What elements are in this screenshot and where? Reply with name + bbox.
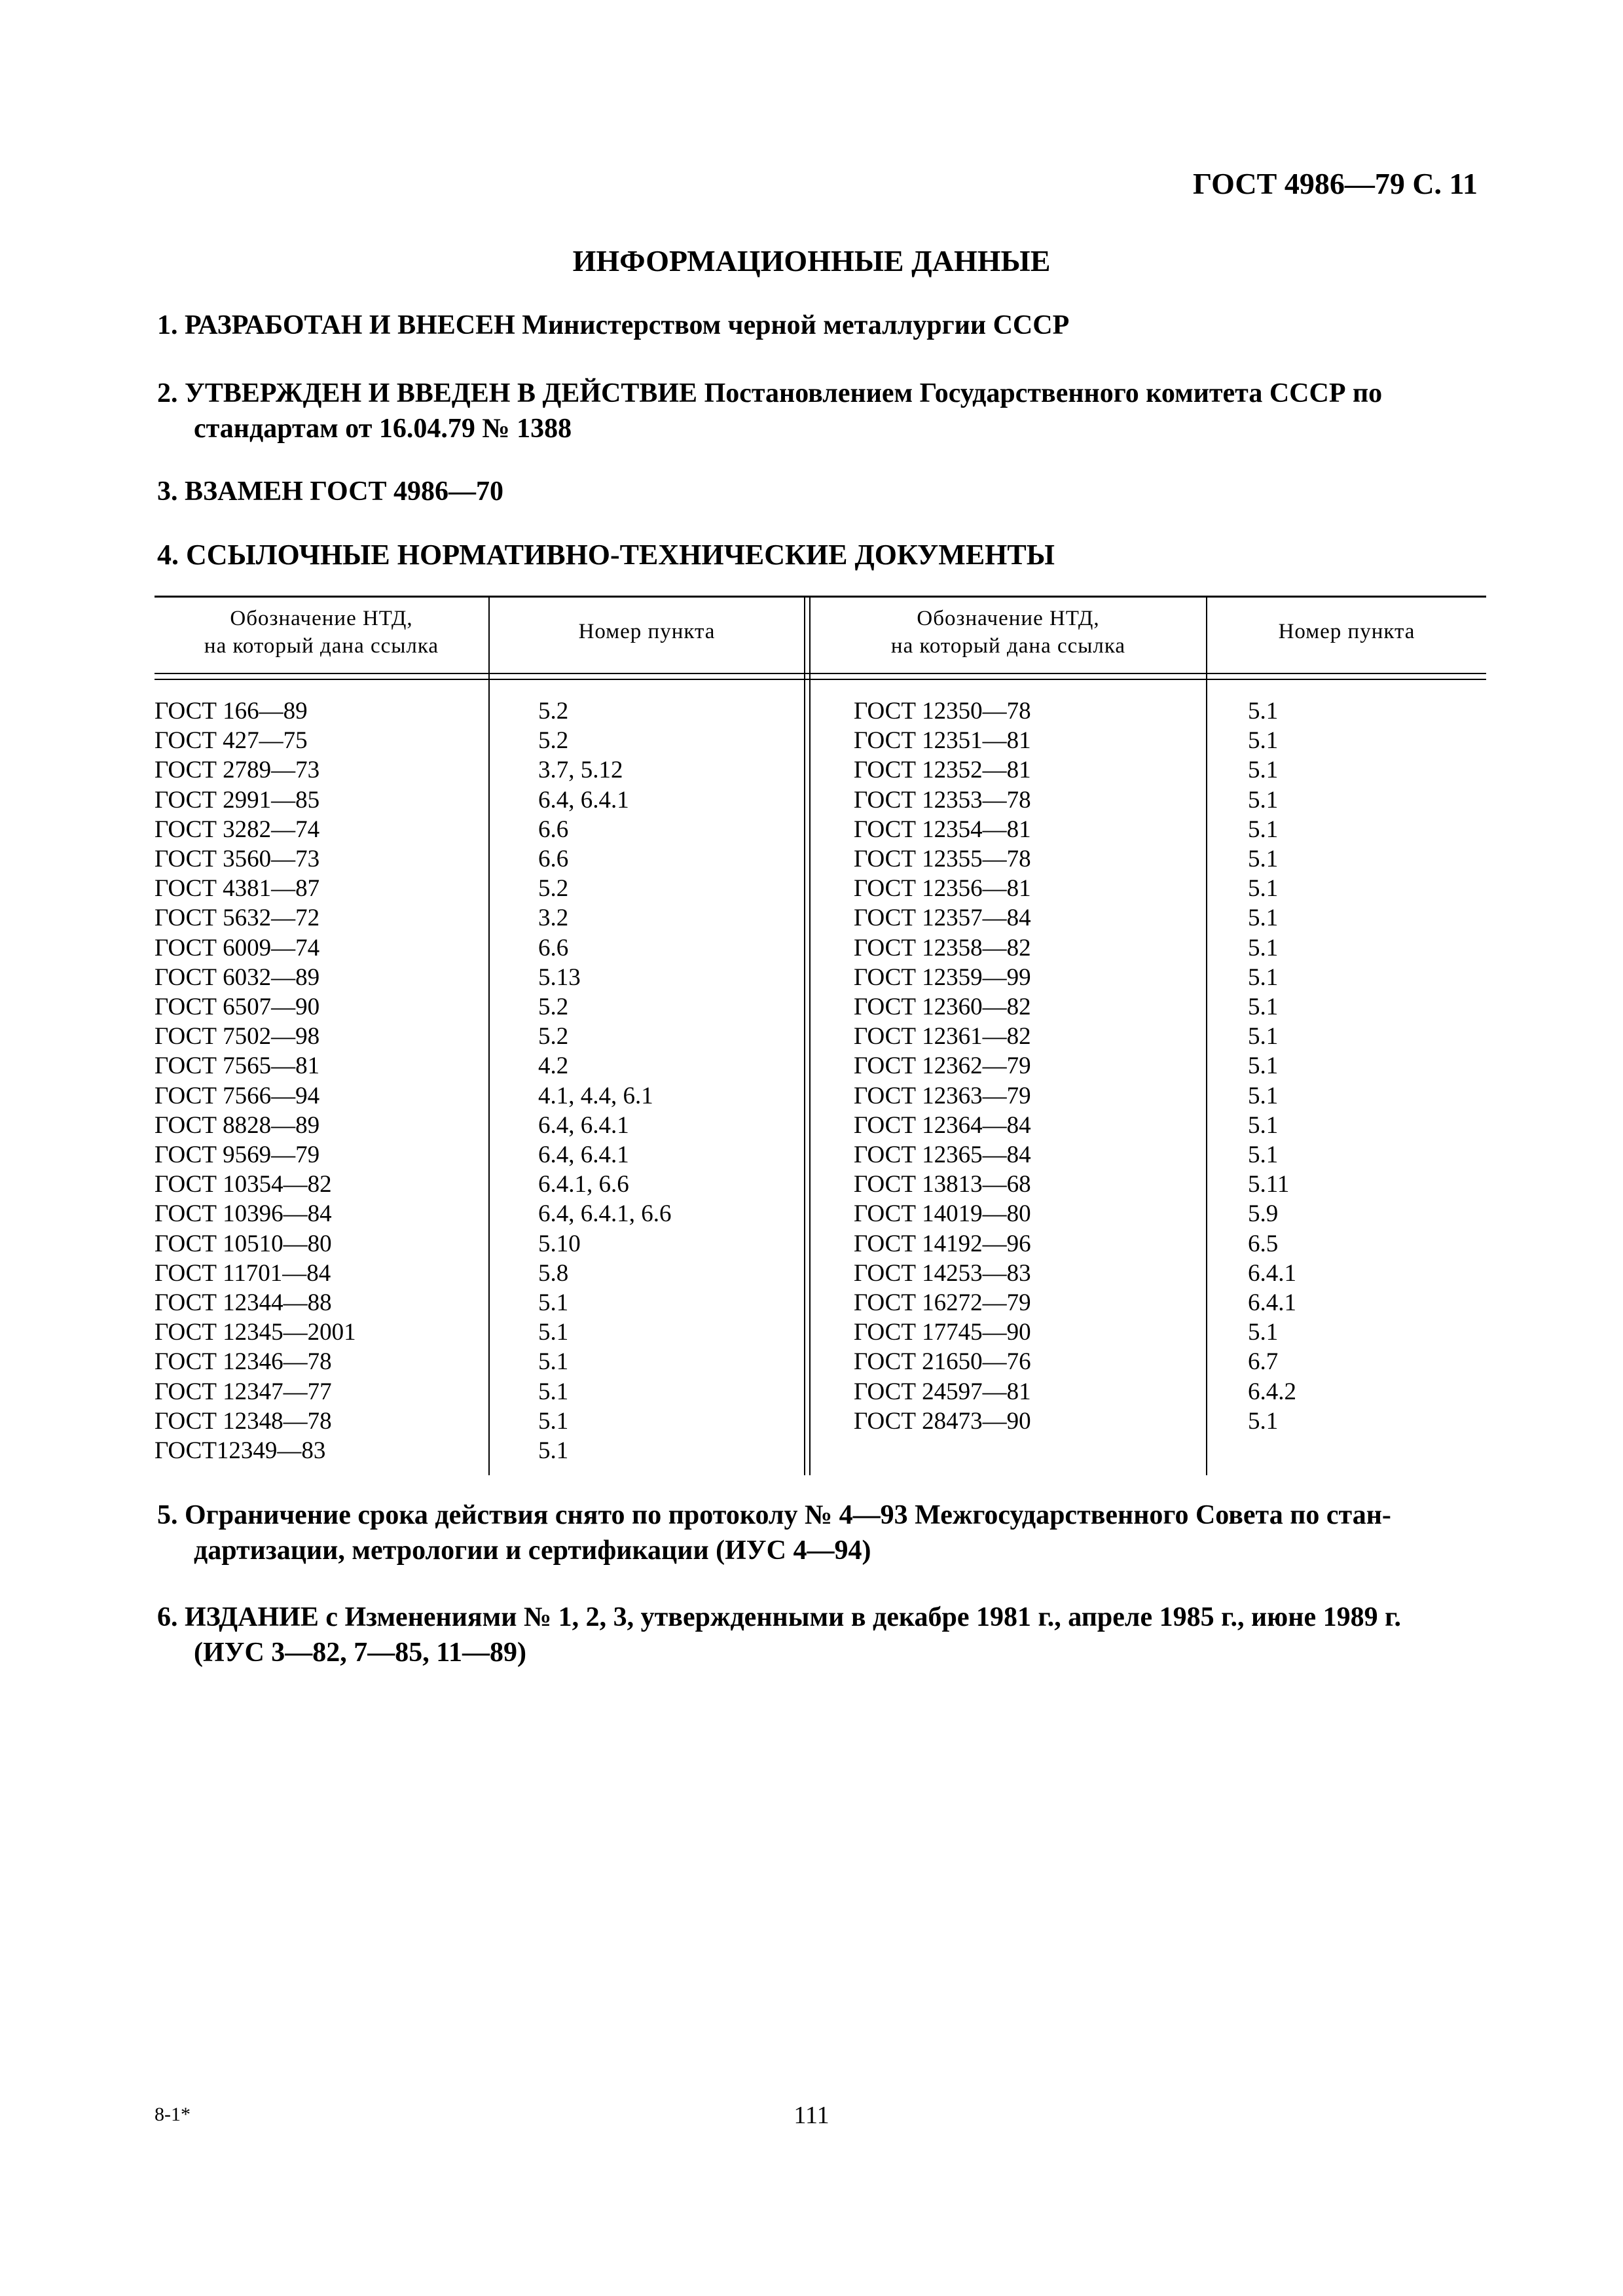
header-text: Обозначение НТД, bbox=[230, 607, 413, 630]
header-text: Обозначение НТД, bbox=[917, 607, 1100, 630]
table-cell-doc: ГОСТ 24597—81 bbox=[854, 1378, 1031, 1405]
table-cell-doc: ГОСТ 12347—77 bbox=[155, 1378, 332, 1405]
table-cell-doc: ГОСТ 21650—76 bbox=[854, 1348, 1031, 1376]
table-cell-clause: 6.4, 6.4.1 bbox=[538, 1141, 629, 1169]
table-cell-clause: 5.1 bbox=[1248, 905, 1279, 932]
table-cell-clause: 5.1 bbox=[1248, 1082, 1279, 1109]
table-cell-doc: ГОСТ 2789—73 bbox=[155, 757, 320, 784]
table-cell-doc: ГОСТ 3560—73 bbox=[155, 846, 320, 873]
item-number: 6. bbox=[157, 1602, 178, 1632]
item-text-line1: УТВЕРЖДЕН И ВВЕДЕН В ДЕЙСТВИЕ Постановлением Государственного комитета СССР по bbox=[185, 378, 1383, 408]
table-cell-doc: ГОСТ 12354—81 bbox=[854, 816, 1031, 843]
item-replaces bbox=[157, 474, 1486, 509]
column-left-docs bbox=[155, 696, 356, 1465]
table-cell-doc: ГОСТ 7502—98 bbox=[155, 1023, 320, 1050]
table-cell-doc: ГОСТ 28473—90 bbox=[854, 1407, 1031, 1435]
header-clause-right: Номер пункта bbox=[1278, 620, 1415, 643]
table-cell-clause: 5.1 bbox=[1248, 1052, 1279, 1080]
table-cell-clause: 4.2 bbox=[538, 1052, 569, 1080]
table-cell-doc: ГОСТ 12355—78 bbox=[854, 846, 1031, 873]
table-cell-clause: 5.1 bbox=[1248, 1023, 1279, 1050]
table-cell-clause: 5.1 bbox=[1248, 698, 1279, 725]
table-cell-doc: ГОСТ 3282—74 bbox=[155, 816, 320, 843]
table-cell-clause: 5.2 bbox=[538, 1023, 569, 1050]
table-cell-clause: 6.4, 6.4.1 bbox=[538, 786, 629, 814]
table-cell-doc: ГОСТ 7565—81 bbox=[155, 1052, 320, 1080]
table-cell-clause: 5.1 bbox=[1248, 757, 1279, 784]
item-developed-by bbox=[157, 308, 1486, 343]
table-cell-clause: 5.1 bbox=[1248, 1319, 1279, 1346]
table-cell-doc: ГОСТ 12352—81 bbox=[854, 757, 1031, 784]
table-cell-doc: ГОСТ 12359—99 bbox=[854, 963, 1031, 991]
table-cell-doc: ГОСТ 9569—79 bbox=[155, 1141, 320, 1169]
table-cell-clause: 5.8 bbox=[538, 1259, 569, 1287]
table-cell-doc: ГОСТ 11701—84 bbox=[155, 1259, 331, 1287]
table-cell-clause: 5.11 bbox=[1248, 1171, 1290, 1198]
sheet-mark: 8-1* bbox=[155, 2104, 191, 2125]
table-cell-doc: ГОСТ 12365—84 bbox=[854, 1141, 1031, 1169]
table-cell-doc: ГОСТ 166—89 bbox=[155, 698, 308, 725]
item-text-line1: ИЗДАНИЕ с Изменениями № 1, 2, 3, утвержденными в декабре 1981 г., апреле 1985 г., июне 1989 г. bbox=[185, 1602, 1401, 1632]
table-cell-doc: ГОСТ 14192—96 bbox=[854, 1230, 1031, 1257]
item-number: 3. bbox=[157, 476, 178, 507]
table-cell-clause: 5.1 bbox=[538, 1289, 569, 1317]
item-text-line2: дартизации, метрологии и сертификации (ИУС 4—94) bbox=[194, 1535, 871, 1566]
table-header-rule bbox=[155, 673, 1486, 674]
table-cell-doc: ГОСТ 12356—81 bbox=[854, 875, 1031, 903]
table-cell-doc: ГОСТ 12345—2001 bbox=[155, 1319, 356, 1346]
table-cell-clause: 5.9 bbox=[1248, 1200, 1279, 1228]
table-cell-clause: 5.2 bbox=[538, 875, 569, 903]
table-cell-doc: ГОСТ 12360—82 bbox=[854, 994, 1031, 1021]
table-cell-clause: 5.1 bbox=[538, 1437, 569, 1465]
table-cell-clause: 5.2 bbox=[538, 994, 569, 1021]
table-cell-doc: ГОСТ 2991—85 bbox=[155, 786, 320, 814]
column-divider bbox=[488, 596, 490, 1475]
table-cell-doc: ГОСТ 12358—82 bbox=[854, 934, 1031, 961]
table-cell-doc: ГОСТ 7566—94 bbox=[155, 1082, 320, 1109]
table-cell-doc: ГОСТ 12361—82 bbox=[854, 1023, 1031, 1050]
column-left-clauses bbox=[538, 696, 672, 1465]
table-cell-doc: ГОСТ 6507—90 bbox=[155, 994, 320, 1021]
item-approved bbox=[157, 376, 1486, 446]
table-cell-doc: ГОСТ 12344—88 bbox=[155, 1289, 332, 1317]
table-cell-clause: 5.1 bbox=[538, 1378, 569, 1405]
column-divider-double bbox=[804, 596, 805, 1475]
table-cell-doc: ГОСТ 12348—78 bbox=[155, 1407, 332, 1435]
table-cell-clause: 3.7, 5.12 bbox=[538, 757, 623, 784]
page-reference: ГОСТ 4986—79 С. 11 bbox=[1192, 167, 1478, 200]
column-right-clauses bbox=[1248, 696, 1296, 1436]
header-text: на который дана ссылка bbox=[890, 634, 1126, 658]
table-cell-clause: 6.4, 6.4.1, 6.6 bbox=[538, 1200, 672, 1228]
table-cell-clause: 6.7 bbox=[1248, 1348, 1279, 1376]
table-header-rule-double bbox=[155, 679, 1486, 680]
table-cell-clause: 5.1 bbox=[1248, 727, 1279, 755]
table-cell-clause: 6.4.1 bbox=[1248, 1259, 1296, 1287]
item-validity bbox=[157, 1498, 1486, 1568]
table-cell-doc: ГОСТ 12362—79 bbox=[854, 1052, 1031, 1080]
table-cell-doc: ГОСТ 12357—84 bbox=[854, 905, 1031, 932]
table-cell-clause: 5.10 bbox=[538, 1230, 581, 1257]
table-cell-doc: ГОСТ 12351—81 bbox=[854, 727, 1031, 755]
table-cell-doc: ГОСТ 427—75 bbox=[155, 727, 308, 755]
header-doc-left bbox=[155, 605, 488, 660]
table-cell-clause: 6.4, 6.4.1 bbox=[538, 1111, 629, 1139]
table-cell-doc: ГОСТ 14253—83 bbox=[854, 1259, 1031, 1287]
table-cell-doc: ГОСТ 16272—79 bbox=[854, 1289, 1031, 1317]
table-cell-clause: 6.4.1 bbox=[1248, 1289, 1296, 1317]
table-cell-doc: ГОСТ 12346—78 bbox=[155, 1348, 332, 1376]
item-number: 4. bbox=[157, 539, 179, 571]
table-cell-clause: 5.1 bbox=[538, 1407, 569, 1435]
column-right-docs bbox=[854, 696, 1031, 1436]
table-cell-doc: ГОСТ 8828—89 bbox=[155, 1111, 320, 1139]
header-doc-right bbox=[811, 605, 1206, 660]
table-cell-clause: 5.1 bbox=[1248, 786, 1279, 814]
item-text: ВЗАМЕН ГОСТ 4986—70 bbox=[185, 476, 504, 507]
table-cell-clause: 5.1 bbox=[1248, 875, 1279, 903]
item-number: 5. bbox=[157, 1500, 178, 1530]
table-cell-doc: ГОСТ 10510—80 bbox=[155, 1230, 332, 1257]
column-divider-double bbox=[809, 596, 811, 1475]
table-cell-clause: 5.1 bbox=[1248, 1141, 1279, 1169]
header-text: на который дана ссылка bbox=[204, 634, 439, 658]
table-top-rule bbox=[155, 596, 1486, 598]
item-number: 2. bbox=[157, 378, 178, 408]
table-cell-clause: 5.1 bbox=[1248, 963, 1279, 991]
page-title: ИНФОРМАЦИОННЫЕ ДАННЫЕ bbox=[572, 244, 1051, 278]
table-cell-doc: ГОСТ 10396—84 bbox=[155, 1200, 332, 1228]
item-text: РАЗРАБОТАН И ВНЕСЕН Министерством черной металлургии СССР bbox=[185, 310, 1070, 340]
table-cell-clause: 5.1 bbox=[538, 1348, 569, 1376]
table-cell-doc: ГОСТ 12350—78 bbox=[854, 698, 1031, 725]
item-text-line2: стандартам от 16.04.79 № 1388 bbox=[194, 414, 572, 444]
table-cell-clause: 5.1 bbox=[538, 1319, 569, 1346]
table-cell-clause: 5.1 bbox=[1248, 1111, 1279, 1139]
table-cell-doc: ГОСТ 17745—90 bbox=[854, 1319, 1031, 1346]
table-cell-doc: ГОСТ 6032—89 bbox=[155, 963, 320, 991]
table-cell-doc: ГОСТ 12364—84 bbox=[854, 1111, 1031, 1139]
table-cell-doc: ГОСТ 14019—80 bbox=[854, 1200, 1031, 1228]
table-cell-clause: 5.13 bbox=[538, 963, 581, 991]
table-cell-clause: 6.6 bbox=[538, 846, 569, 873]
item-number: 1. bbox=[157, 310, 178, 340]
table-cell-clause: 3.2 bbox=[538, 905, 569, 932]
header-clause-left: Номер пункта bbox=[578, 620, 716, 643]
table-cell-clause: 6.6 bbox=[538, 934, 569, 961]
table-cell-clause: 5.1 bbox=[1248, 934, 1279, 961]
table-cell-doc: ГОСТ 12363—79 bbox=[854, 1082, 1031, 1109]
table-cell-clause: 6.5 bbox=[1248, 1230, 1279, 1257]
item-text-line1: Ограничение срока действия снято по протоколу № 4—93 Межгосударственного Совета по стан- bbox=[185, 1500, 1391, 1530]
table-cell-doc: ГОСТ 10354—82 bbox=[155, 1171, 332, 1198]
table-cell-doc: ГОСТ 13813—68 bbox=[854, 1171, 1031, 1198]
table-cell-doc: ГОСТ12349—83 bbox=[155, 1437, 326, 1465]
item-text-line2: (ИУС 3—82, 7—85, 11—89) bbox=[194, 1638, 526, 1668]
item-edition bbox=[157, 1600, 1486, 1670]
table-cell-clause: 5.1 bbox=[1248, 1407, 1279, 1435]
table-cell-clause: 5.1 bbox=[1248, 846, 1279, 873]
table-cell-clause: 6.4.2 bbox=[1248, 1378, 1296, 1405]
table-cell-clause: 5.1 bbox=[1248, 816, 1279, 843]
table-cell-doc: ГОСТ 12353—78 bbox=[854, 786, 1031, 814]
references-table bbox=[155, 596, 1486, 1475]
item-references-heading bbox=[157, 537, 1486, 573]
column-divider bbox=[1206, 596, 1207, 1475]
item-text: ССЫЛОЧНЫЕ НОРМАТИВНО-ТЕХНИЧЕСКИЕ ДОКУМЕНТЫ bbox=[186, 539, 1055, 571]
table-cell-clause: 4.1, 4.4, 6.1 bbox=[538, 1082, 653, 1109]
table-cell-doc: ГОСТ 6009—74 bbox=[155, 934, 320, 961]
page-number: 111 bbox=[793, 2102, 830, 2129]
table-cell-doc: ГОСТ 5632—72 bbox=[155, 905, 320, 932]
table-cell-doc: ГОСТ 4381—87 bbox=[155, 875, 320, 903]
table-cell-clause: 5.2 bbox=[538, 698, 569, 725]
table-cell-clause: 5.1 bbox=[1248, 994, 1279, 1021]
table-cell-clause: 6.6 bbox=[538, 816, 569, 843]
table-cell-clause: 6.4.1, 6.6 bbox=[538, 1171, 629, 1198]
table-cell-clause: 5.2 bbox=[538, 727, 569, 755]
